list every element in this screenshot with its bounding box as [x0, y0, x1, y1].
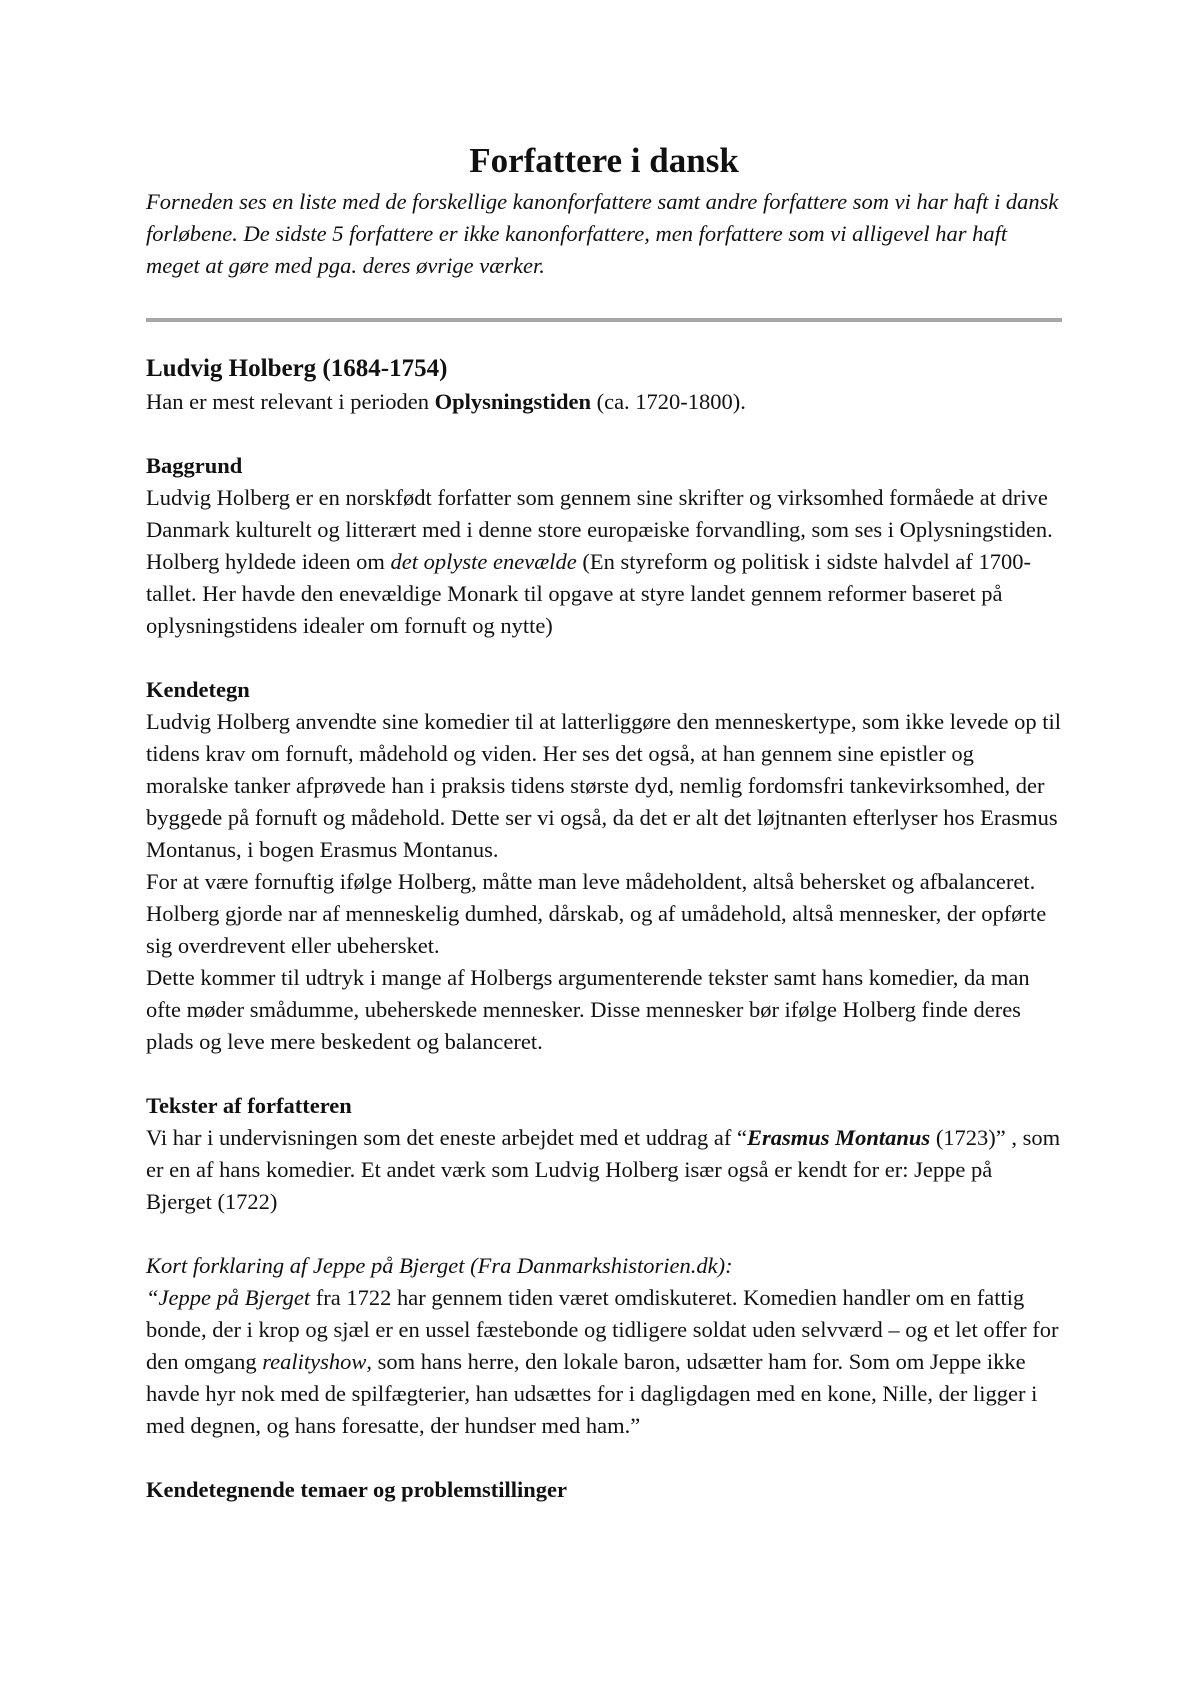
document-title: Forfattere i dansk	[469, 141, 739, 180]
section-heading-kendetegn: Kendetegn	[146, 677, 250, 702]
section-heading-temaer: Kendetegnende temaer og problemstillinger	[146, 1477, 567, 1502]
intro-paragraph: Forneden ses en liste med de forskellige kanonforfattere samt andre forfattere som vi har haft i dansk forløbene. De sidste 5 forfattere er ikke kanonforfattere, men forfattere som vi alligevel har haft meget at gøre med pga. deres øvrige værker.	[146, 189, 1059, 278]
kendetegn-paragraph-3: Dette kommer til udtryk i mange af Holbergs argumenterende tekster samt hans komedier, da man ofte møder smådumme, ubeherskede mennesker. Disse mennesker bør ifølge Holberg finde deres plads og leve mere beskedent og balanceret.	[146, 965, 1030, 1054]
forklaring-emphasis: realityshow	[262, 1349, 367, 1374]
forklaring-text-1: fra 1722 har gennem tiden været omdiskuteret. Komedien handler om en fattig bonde, der i krop og sjæl er en ussel fæstebonde og tidligere soldat uden selvværd – og et let offer for den omgang	[146, 1285, 1059, 1374]
tekster-text-1: Vi har i undervisningen som det eneste arbejdet med et uddrag af “	[146, 1125, 747, 1150]
section-heading-baggrund: Baggrund	[146, 453, 243, 478]
baggrund-text-1: Ludvig Holberg er en norskfødt forfatter som gennem sine skrifter og virksomhed formåede at drive Danmark kulturelt og litterært med i denne store europæiske forvandling, som ses i Oplysningstiden. Holberg hyldede ideen om	[146, 485, 1053, 574]
forklaring-label: Kort forklaring af Jeppe på Bjerget (Fra Danmarkshistorien.dk):	[146, 1253, 733, 1278]
forklaring-quote-open: “Jeppe på Bjerget	[146, 1285, 311, 1310]
forklaring-text-2: , som hans herre, den lokale baron, udsætter ham for. Som om Jeppe ikke havde hyr nok med de spilfægterier, han udsættes for i dagligdagen med en kone, Nille, der ligger i med degnen, og hans foresatte, der hundser med ham.”	[146, 1349, 1038, 1438]
baggrund-text-2: (En styreform og politisk i sidste halvdel af 1700-tallet. Her havde den enevældige Monark til opgave at styre landet gennem reformer baseret på oplysningstidens idealer om fornuft og nytte)	[146, 549, 1032, 638]
horizontal-divider	[146, 318, 1062, 322]
forklaring-quote	[146, 1282, 1062, 1442]
period-line	[146, 386, 1062, 418]
document-page	[146, 140, 1062, 1506]
kendetegn-paragraph-2: For at være fornuftig ifølge Holberg, måtte man leve mådeholdent, altså behersket og afbalanceret. Holberg gjorde nar af menneskelig dumhed, dårskab, og af umådehold, altså mennesker, der opførte sig overdrevent eller ubehersket.	[146, 869, 1047, 958]
tekster-work-title: Erasmus Montanus	[746, 1125, 931, 1150]
section-heading-tekster: Tekster af forfatteren	[146, 1093, 352, 1118]
period-suffix: (ca. 1720-1800).	[590, 389, 746, 414]
tekster-paragraph	[146, 1122, 1062, 1218]
period-name: Oplysningstiden	[434, 389, 591, 414]
author-heading: Ludvig Holberg (1684-1754)	[146, 355, 448, 382]
tekster-text-2: (1723)” , som er en af hans komedier. Et andet værk som Ludvig Holberg især også er kendt for er: Jeppe på Bjerget (1722)	[146, 1125, 1061, 1214]
period-prefix: Han er mest relevant i perioden	[146, 389, 435, 414]
baggrund-emphasis: det oplyste enevælde	[390, 549, 577, 574]
kendetegn-paragraph-1: Ludvig Holberg anvendte sine komedier til at latterliggøre den menneskertype, som ikke levede op til tidens krav om fornuft, mådehold og viden. Her ses det også, at han gennem sine epistler og moralske tanker afprøvede han i praksis tidens største dyd, nemlig fordomsfri tankevirksomhed, der byggede på fornuft og mådehold. Dette ser vi også, da det er alt det løjtnanten efterlyser hos Erasmus Montanus, i bogen Erasmus Montanus.	[146, 709, 1061, 862]
baggrund-paragraph	[146, 482, 1062, 642]
